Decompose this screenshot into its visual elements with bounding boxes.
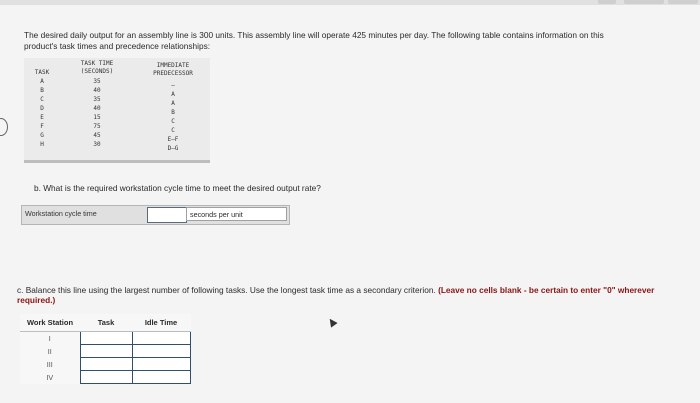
header-predecessor: PREDECESSOR [153, 70, 193, 77]
toolbar-button[interactable] [598, 0, 616, 4]
col-header-work-station: Work Station [20, 314, 80, 332]
side-panel-handle[interactable] [0, 118, 8, 136]
task-input[interactable] [80, 371, 132, 384]
col-header-task: Task [80, 314, 132, 332]
task-input[interactable] [80, 332, 132, 345]
table-row [20, 345, 190, 358]
mouse-cursor-icon [326, 316, 337, 327]
toolbar-button[interactable] [668, 0, 698, 4]
task-letter: D [40, 105, 44, 112]
cycle-time-row [21, 205, 290, 225]
task-letter: E [40, 114, 44, 121]
task-letter: H [40, 141, 44, 148]
task-predecessor: – [171, 82, 175, 89]
header-task-time: TASK TIME [80, 60, 114, 67]
station-label: II [47, 346, 52, 356]
idle-time-input[interactable] [132, 345, 190, 358]
idle-time-input[interactable] [132, 332, 190, 345]
station-label: III [46, 359, 53, 369]
question-c-instruction: (Leave no cells blank - be certain to enter "0" wherever required.) [17, 285, 655, 305]
question-c-text: c. Balance this line using the largest number of following tasks. Use the longest task time as a secondary criterion. [17, 285, 436, 295]
task-letter: A [40, 78, 44, 85]
task-precedence-table [24, 58, 210, 163]
cycle-time-input[interactable] [147, 207, 187, 223]
task-predecessor: A [171, 91, 175, 98]
task-letter: G [40, 132, 44, 139]
table-row [20, 332, 190, 345]
task-predecessor: D–G [167, 145, 179, 152]
problem-intro: The desired daily output for an assembly line is 300 units. This assembly line will operate 425 minutes per day. The following table contains information on this product's task times and precedence relationships: [24, 30, 604, 51]
header-seconds: (SECONDS) [80, 68, 114, 75]
idle-time-input[interactable] [132, 358, 190, 371]
col-header-idle-time: Idle Time [132, 314, 190, 332]
task-time: 30 [93, 141, 101, 148]
task-time: 45 [93, 132, 101, 139]
task-input[interactable] [80, 345, 132, 358]
header-immediate: IMMEDIATE [156, 62, 190, 69]
table-row [20, 371, 190, 384]
task-time: 35 [93, 96, 101, 103]
question-c [17, 285, 667, 305]
task-time: 15 [93, 114, 101, 121]
task-predecessor: E–F [167, 136, 179, 143]
task-predecessor: A [171, 100, 175, 107]
question-b: b. What is the required workstation cycle time to meet the desired output rate? [34, 183, 321, 193]
table-row [20, 358, 190, 371]
station-label: I [48, 333, 51, 343]
task-time: 40 [93, 87, 101, 94]
idle-time-input[interactable] [132, 371, 190, 384]
task-time: 40 [93, 105, 101, 112]
cycle-time-label: Workstation cycle time [25, 209, 97, 218]
task-input[interactable] [80, 358, 132, 371]
task-time: 75 [93, 123, 101, 130]
workstation-header-row [20, 314, 190, 332]
task-letter: B [40, 87, 44, 94]
task-letter: F [40, 123, 44, 130]
task-predecessor: C [171, 127, 175, 134]
workstation-table [20, 314, 191, 384]
task-predecessor: C [171, 118, 175, 125]
task-letter: C [40, 96, 44, 103]
task-predecessor: B [171, 109, 175, 116]
toolbar-button[interactable] [624, 0, 664, 4]
cycle-time-unit: seconds per unit [186, 207, 287, 221]
top-toolbar-strip [0, 0, 700, 5]
header-task: TASK [34, 69, 50, 76]
station-label: IV [46, 372, 54, 382]
task-time: 35 [93, 78, 101, 85]
